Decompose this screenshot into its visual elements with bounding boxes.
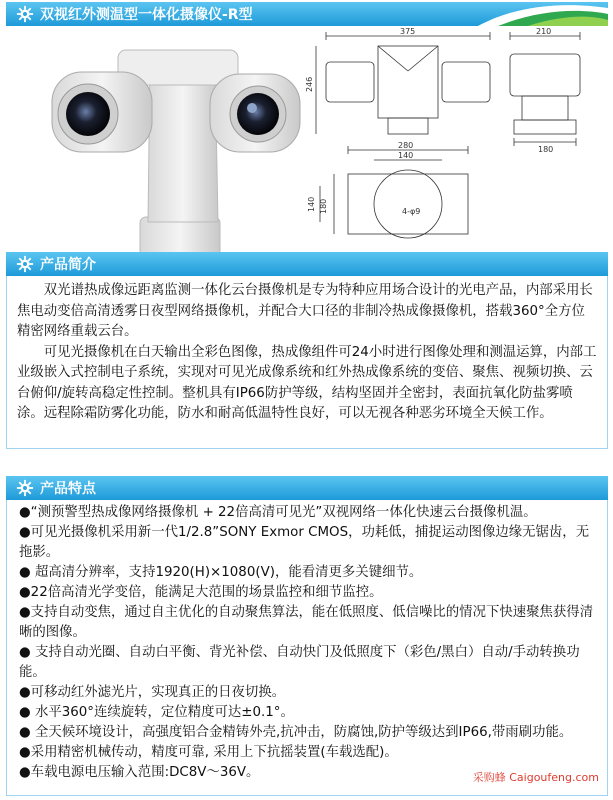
dim-375: 375 (400, 27, 416, 36)
list-item: ● 支持自动光圈、自动白平衡、背光补偿、自动快门及低照度下（彩色/黑白）自动/手动转换功能。 (19, 645, 580, 680)
product-features-section (6, 476, 608, 796)
intro-body (17, 281, 597, 425)
intro-paragraph: 双光谱热成像远距离监测一体化云台摄像机是专为特种应用场合设计的光电产品，内部采用长焦电动变倍高清透雾日夜型网络摄像机，并配合大口径的非制冷热成像摄像机，搭载360°全方位精密网络重载云台。 (17, 283, 593, 339)
list-item: ● 水平360°连续旋转，定位精度可达±0.1°。 (19, 705, 294, 720)
leaf-decoration (458, 2, 608, 26)
page-title: 双视红外测温型一体化摄像仪-R型 (40, 7, 253, 23)
list-item: ● 全天候环境设计，高强度铝合金精铸外壳,抗冲击，防腐蚀,防护等级达到IP66,带雨刷功能。 (19, 725, 573, 740)
intro-title: 产品简介 (40, 257, 96, 273)
gear-icon (16, 255, 34, 273)
watermark: 采购蜂 Caigoufeng.com (472, 771, 599, 784)
list-item: ●支持自动变焦，通过自主优化的自动聚焦算法，能在低照度、低信噪比的情况下快速聚焦获得清晰的图像。 (19, 605, 594, 640)
list-item: ●可见光摄像机采用新一代1/2.8”SONY Exmor CMOS，功耗低，捕捉运动图像边缘无锯齿，无拖影。 (19, 525, 590, 560)
gear-icon (16, 5, 34, 23)
list-item: ● 超高清分辨率，支持1920(H)×1080(V)，能看清更多关键细节。 (19, 565, 423, 580)
features-title: 产品特点 (40, 481, 96, 497)
gear-icon (16, 479, 34, 497)
dim-246: 246 (305, 76, 314, 92)
dim-140: 140 (398, 151, 414, 160)
list-item: ●“测预警型热成像网络摄像机 + 22倍高清可见光”双视网络一体化快速云台摄像机温。 (19, 505, 537, 520)
features-list (19, 503, 601, 783)
dim-280: 280 (398, 141, 414, 150)
intro-paragraph: 可见光摄像机在白天输出全彩色图像，热成像组件可24小时进行图像处理和测温运算，内部工业级嵌入式控制电子系统，实现对可见光成像系统和红外热成像系统的变倍、聚焦、视频切换、云台俯仰/旋转高稳定性控制。整机具有IP66防护等级，结构坚固并全密封，表面抗氧化防盐雾喷涂。远程除霜防雾化功能，防水和耐高低温特性良好，可以无视各种恶劣环境全天候工作。 (17, 344, 597, 421)
list-item: ●可移动红外滤光片，实现真正的日夜切换。 (19, 685, 286, 700)
product-intro-section (6, 252, 608, 449)
list-item: ●车载电源电压输入范围:DC8V～36V。 (19, 765, 260, 780)
list-item: ●22倍高清光学变倍，能满足大范围的场景监控和细节监控。 (19, 585, 383, 600)
dim-180-top: 180 (319, 198, 328, 214)
features-header (6, 476, 608, 500)
list-item: ●采用精密机械传动，精度可靠, 采用上下抗摇装置(车载选配)。 (19, 745, 398, 760)
dim-180-side: 180 (538, 145, 554, 154)
dim-holes: 4-φ9 (402, 207, 421, 216)
intro-header (6, 252, 608, 276)
product-photo (40, 32, 305, 257)
dim-140-top: 140 (307, 196, 316, 212)
title-bar (6, 2, 608, 26)
dim-210: 210 (536, 27, 552, 36)
dimension-drawings (305, 26, 608, 248)
